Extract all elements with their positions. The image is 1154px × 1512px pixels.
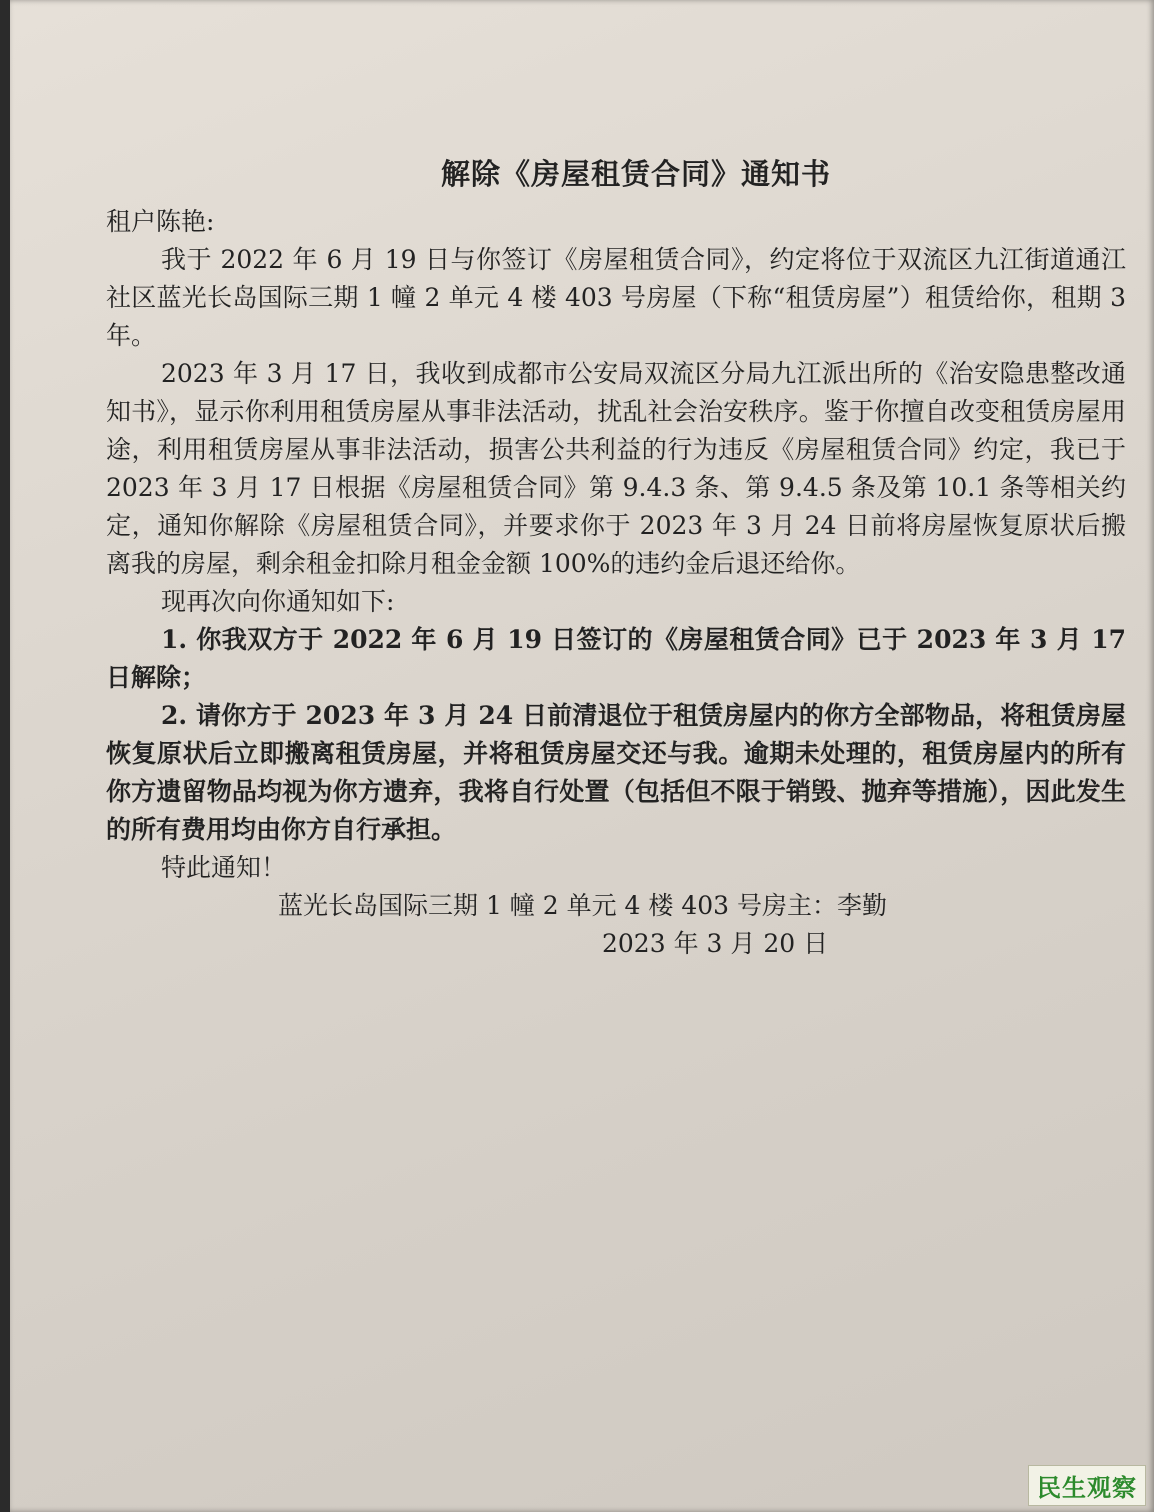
- signature-line: 蓝光长岛国际三期 1 幢 2 单元 4 楼 403 号房主：李勤: [278, 891, 888, 920]
- salutation: 租户陈艳:: [106, 207, 215, 236]
- watermark-logo: 民生观察: [1028, 1465, 1146, 1506]
- closing-line: 特此通知！: [161, 853, 287, 882]
- notice-item-2: 2. 请你方于 2023 年 3 月 24 日前清退位于租赁房屋内的你方全部物品，将租赁房屋恢复原状后立即搬离租赁房屋，并将租赁房屋交还与我。逾期未处理的，租赁房屋内的所有你方遗留物品均视为你方遗弃，我将自行处置（包括但不限于销毁、抛弃等措施），因此发生的所有费用均由你方自行承担。: [106, 701, 1126, 844]
- paper-sheet: [10, 0, 1154, 1512]
- paragraph-2: 2023 年 3 月 17 日，我收到成都市公安局双流区分局九江派出所的《治安隐患整改通知书》，显示你利用租赁房屋从事非法活动，扰乱社会治安秩序。鉴于你擅自改变租赁房屋用途，利用租赁房屋从事非法活动，损害公共利益的行为违反《房屋租赁合同》约定，我已于 2023 年 3 月 17 日根据《房屋租赁合同》第 9.4.3 条、第 9.4.5 条及第 10.1 条等相关约定，通知你解除《房屋租赁合同》，并要求你于 2023 年 3 月 24 日前将房屋恢复原状后搬离我的房屋，剩余租金扣除月租金金额 100%的违约金后退还给你。: [106, 359, 1126, 578]
- document-title: 解除《房屋租赁合同》通知书: [440, 157, 831, 191]
- paragraph-3: 现再次向你通知如下:: [161, 587, 395, 616]
- paragraph-1: 我于 2022 年 6 月 19 日与你签订《房屋租赁合同》，约定将位于双流区九江街道通江社区蓝光长岛国际三期 1 幢 2 单元 4 楼 403 号房屋（下称“租赁房屋”）租赁给你，租期 3 年。: [106, 245, 1126, 350]
- notice-item-1: 1. 你我双方于 2022 年 6 月 19 日签订的《房屋租赁合同》已于 2023 年 3 月 17 日解除；: [106, 625, 1126, 692]
- notice-document: [106, 152, 1126, 963]
- document-date: 2023 年 3 月 20 日: [602, 929, 829, 958]
